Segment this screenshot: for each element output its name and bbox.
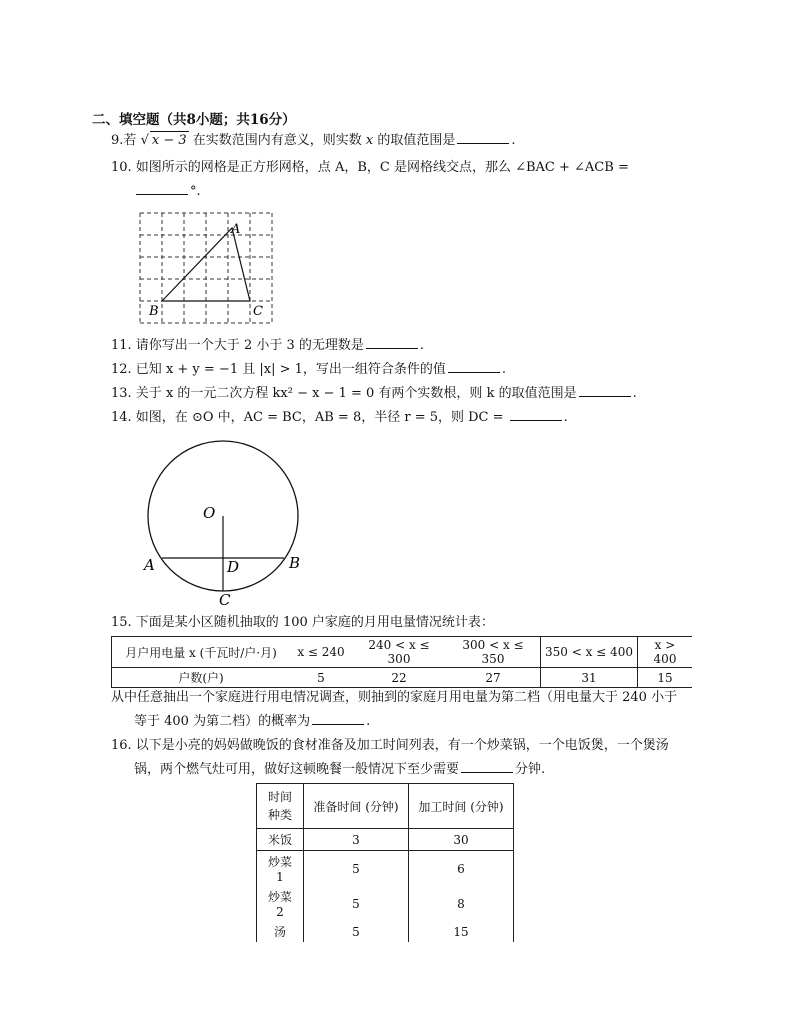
q11-answer-blank[interactable] (366, 337, 418, 349)
q14-answer-blank[interactable] (510, 409, 562, 421)
q10-answer-blank[interactable] (136, 183, 188, 195)
question-16-line1: 16. 以下是小亮的妈妈做晚饭的食材准备及加工时间列表，有一个炒菜锅，一个电饭煲，一个煲汤 (111, 738, 669, 753)
q9-text-c: 的取值范围是 (377, 133, 456, 148)
table-cell: 5 (290, 668, 352, 688)
table-header-row (257, 784, 514, 829)
q12-text: 12. 已知 x + y = −1 且 |x| > 1，写出一组符合条件的值 (111, 362, 446, 377)
table-cell: 3 (304, 829, 409, 851)
table-header-cell: 加工时间 (分钟) (409, 784, 514, 829)
table-cell: 31 (541, 668, 638, 688)
table-cell: 30 (409, 829, 514, 851)
question-9 (111, 131, 516, 150)
table-row (257, 829, 514, 851)
q15-end: . (366, 714, 371, 729)
q10-end: °. (190, 184, 201, 199)
electricity-table (111, 636, 692, 688)
question-14 (111, 409, 568, 427)
table-cell: 350 < x ≤ 400 (541, 637, 638, 668)
table-cell: 240 < x ≤ 300 (352, 637, 446, 668)
table-cell: 炒菜 1 (257, 851, 304, 887)
label-c: C (219, 591, 231, 608)
table-row (112, 668, 693, 688)
question-12 (111, 361, 506, 379)
q9-text-b: 在实数范围内有意义，则实数 (192, 133, 362, 148)
circle-figure (135, 428, 315, 608)
q9-text-a: 若 (123, 133, 137, 148)
q12-answer-blank[interactable] (448, 361, 500, 373)
question-10-line1: 10. 如图所示的网格是正方形网格，点 A，B，C 是网格线交点，那么 ∠BAC + ∠ACB = (111, 160, 629, 175)
q15-after2-text: 等于 400 为第二档）的概率为 (134, 714, 311, 729)
q16-answer-blank[interactable] (461, 761, 513, 773)
table-row (257, 851, 514, 887)
question-13 (111, 385, 637, 403)
table-cell: 月户用电量 x (千瓦时/户·月) (112, 637, 291, 668)
question-11 (111, 337, 424, 355)
q9-end: . (511, 133, 516, 148)
cooking-table (256, 783, 514, 942)
question-15: 15. 下面是某小区随机抽取的 100 户家庭的月用电量情况统计表： (111, 615, 494, 630)
q9-radicand: x − 3 (151, 133, 187, 148)
table-cell: 炒菜 2 (257, 886, 304, 921)
table-row (257, 886, 514, 921)
table-cell: 汤 (257, 921, 304, 942)
table-cell: 8 (409, 886, 514, 921)
question-15-after1: 从中任意抽出一个家庭进行用电情况调查，则抽到的家庭月用电量为第二档（用电量大于 240 小于 (111, 690, 678, 705)
sqrt-sign: √ (140, 133, 149, 148)
q12-end: . (501, 362, 507, 377)
table-cell: x ≤ 240 (290, 637, 352, 668)
question-10-line2 (134, 183, 201, 201)
label-c: C (253, 304, 263, 319)
table-cell: 15 (638, 668, 693, 688)
label-a: A (144, 556, 155, 574)
q13-answer-blank[interactable] (579, 385, 631, 397)
label-d: D (227, 558, 240, 576)
table-header-cell: 准备时间 (分钟) (304, 784, 409, 829)
question-16-line2 (134, 761, 545, 779)
label-a: A (231, 222, 241, 237)
q9-number: 9. (111, 133, 124, 148)
table-cell: 15 (409, 921, 514, 942)
q14-end: . (563, 410, 568, 425)
q9-answer-blank[interactable] (457, 132, 509, 144)
q13-text: 13. 关于 x 的一元二次方程 kx² − x − 1 = 0 有两个实数根，则 k 的取值范围是 (111, 386, 577, 401)
table-header-cell: 时间 种类 (257, 784, 304, 829)
table-cell: 户数(户) (112, 668, 291, 688)
q14-text: 14. 如图，在 ⊙O 中，AC = BC，AB = 8，半径 r = 5，则 DC = (111, 410, 504, 425)
table-row (257, 921, 514, 942)
label-b: B (149, 304, 159, 319)
label-b: B (289, 554, 301, 572)
table-row (112, 637, 693, 668)
q11-end: . (419, 338, 425, 353)
grid-figure (135, 208, 280, 330)
table-cell: 5 (304, 921, 409, 942)
table-cell: 6 (409, 851, 514, 887)
q9-var: x (365, 133, 374, 148)
q16-line2a: 锅，两个燃气灶可用，做好这顿晚餐一般情况下至少需要 (134, 762, 460, 777)
question-15-after2 (134, 713, 370, 731)
q13-end: . (632, 386, 637, 401)
table-cell: 5 (304, 851, 409, 887)
table-cell: 300 < x ≤ 350 (446, 637, 541, 668)
q11-text: 11. 请你写出一个大于 2 小于 3 的无理数是 (111, 338, 364, 353)
table-cell: 22 (352, 668, 446, 688)
section-title: 二、填空题（共8小题；共16分） (92, 112, 296, 128)
q15-answer-blank[interactable] (312, 713, 364, 725)
table-cell: 27 (446, 668, 541, 688)
table-cell: 米饭 (257, 829, 304, 851)
label-o: O (203, 504, 216, 522)
table-cell: 5 (304, 886, 409, 921)
table-cell: x > 400 (638, 637, 693, 668)
q16-line2b: 分钟. (515, 762, 546, 777)
